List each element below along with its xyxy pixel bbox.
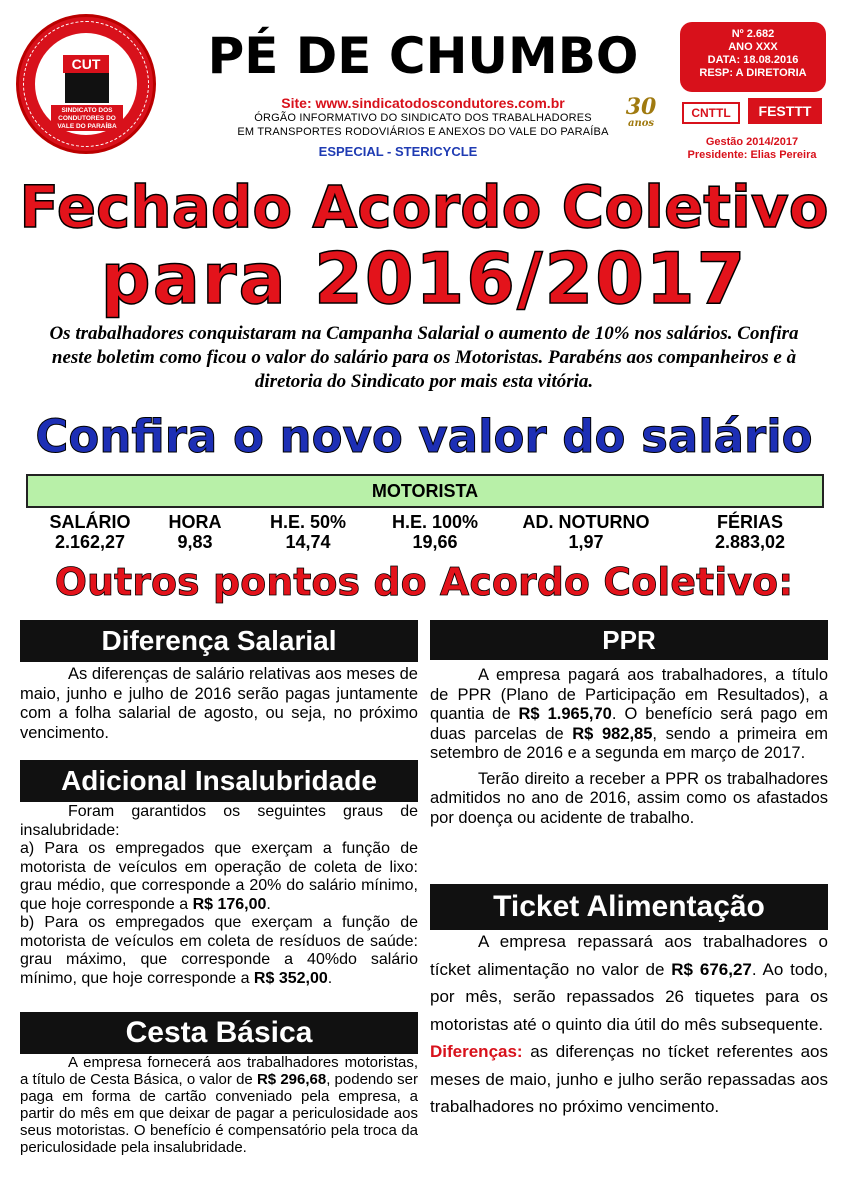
- night-shift-column-label: AD. NOTURNO: [522, 512, 650, 532]
- salary-section-title: Confira o novo valor do salário: [35, 410, 813, 463]
- ppr-text2: . O benefício será pago em duas parcelas de: [430, 705, 829, 743]
- issue-date: DATA: 18.08.2016: [707, 54, 799, 66]
- insalubridade-a-value: R$ 176,00: [192, 895, 267, 913]
- ppr-paragraph1: [430, 666, 828, 764]
- ticket-differences-text: as diferenças no tícket referentes aos meses de maio, junho e julho serão repassadas aos trabalhadores no próximo vencimento.: [430, 1042, 828, 1116]
- management-term: Gestão 2014/2017: [705, 136, 799, 148]
- insalubridade-item-a: a) Para os empregados que exerçam a função de motorista de veículos em operação de coleta de lixo: grau médio, que corresponde a 20% do salário mínimo, que hoje corresponde a R$ 176,00.: [20, 840, 418, 913]
- ticket-paragraph2: [430, 1038, 828, 1121]
- logo-union-name: SINDICATO DOS CONDUTORES DO VALE DO PARAÍBA: [51, 105, 123, 131]
- overtime50-column: [256, 512, 360, 552]
- insalubridade-a-text: a) Para os empregados que exerçam a função de motorista de veículos em operação de coleta de lixo: grau médio, que corresponde a 20% do salário mínimo, que hoje corresponde a: [20, 840, 418, 913]
- issue-number: Nº 2.682: [731, 28, 775, 40]
- salary-table-header: MOTORISTA: [26, 474, 824, 508]
- issue-responsible: RESP: A DIRETORIA: [699, 67, 807, 79]
- ppr-paragraph2: Terão direito a receber a PPR os trabalhadores admitidos no ano de 2016, assim como os afastados por doença ou acidente de trabalho.: [430, 769, 828, 827]
- overtime100-column-value: 19,66: [412, 532, 458, 552]
- insalubridade-b-value: R$ 352,00: [253, 969, 328, 987]
- edition-label: ESPECIAL - STERICYCLE: [318, 144, 478, 159]
- salary-column-value: 2.162,27: [54, 532, 126, 552]
- ppr-text1: A empresa pagará aos trabalhadores, a título de PPR (Plano de Participação em Resultados), a quantia de: [430, 666, 828, 723]
- hour-column-value: 9,83: [177, 532, 213, 552]
- insalubridade-b-text: b) Para os empregados que exerçam a função de motorista de veículos em coleta de resíduos de saúde: grau máximo, que corresponde a 40%do salário mínimo, que hoje corresponde a: [20, 914, 418, 987]
- anniversary-number: 30: [625, 94, 657, 120]
- insalubridade-intro: Foram garantidos os seguintes graus de insalubridade:: [20, 803, 418, 839]
- issue-info-box: [680, 22, 826, 92]
- vacation-column: [690, 512, 810, 552]
- section-header-diferenca: Diferença Salarial: [20, 620, 418, 662]
- org-description-line2: EM TRANSPORTES RODOVIÁRIOS E ANEXOS DO VALE DO PARAÍBA: [237, 126, 609, 138]
- ticket-text1: A empresa repassará aos trabalhadores o tícket alimentação no valor de: [430, 932, 828, 979]
- anniversary-text: anos: [627, 118, 655, 129]
- union-logo: [16, 14, 156, 154]
- diferenca-paragraph: As diferenças de salário relativas aos meses de maio, junho e julho de 2016 serão pagas juntamente com a folha salarial de agosto, ou seja, no próximo vencimento.: [20, 665, 418, 742]
- overtime100-column-label: H.E. 100%: [391, 512, 479, 532]
- logo-inner-circle: [35, 33, 137, 135]
- festtt-logo: FESTTT: [748, 98, 822, 124]
- cut-logo-label: CUT: [63, 55, 109, 73]
- issue-year: ANO XXX: [728, 41, 778, 53]
- vacation-column-label: FÉRIAS: [716, 512, 783, 532]
- section-header-ppr: PPR: [430, 620, 828, 660]
- ppr-text3: , sendo a primeira em setembro de 2016 e a segunda em março de 2017.: [430, 724, 828, 762]
- ticket-value: R$ 676,27: [671, 959, 752, 979]
- ticket-paragraph1: [430, 928, 828, 1038]
- newspaper-title: PÉ DE CHUMBO: [207, 27, 639, 85]
- hour-column-label: HORA: [168, 512, 222, 532]
- overtime50-column-value: 14,74: [285, 532, 331, 552]
- ticket-differences-label: Diferenças:: [430, 1042, 523, 1061]
- cnttl-logo: CNTTL: [682, 102, 740, 124]
- section-header-cesta: Cesta Básica: [20, 1012, 418, 1054]
- hour-column: [150, 512, 240, 552]
- ppr-body: [430, 666, 828, 828]
- overtime50-column-label: H.E. 50%: [269, 512, 347, 532]
- vacation-column-value: 2.883,02: [714, 532, 786, 552]
- insalubridade-body: [20, 803, 418, 988]
- president-name: Presidente: Elias Pereira: [687, 149, 817, 161]
- cesta-paragraph: [20, 1054, 418, 1156]
- section-header-ticket: Ticket Alimentação: [430, 884, 828, 930]
- night-shift-column-value: 1,97: [568, 532, 604, 552]
- cesta-value: R$ 296,68: [256, 1071, 327, 1088]
- cesta-text1: A empresa fornecerá aos trabalhadores motoristas, a título de Cesta Básica, o valor de: [20, 1054, 418, 1088]
- intro-paragraph: Os trabalhadores conquistaram na Campanha Salarial o aumento de 10% nos salários. Confira neste boletim como ficou o valor do salário para os Motoristas. Parabéns aos companheiros e à diretoria do Sindicato por mais esta vitória.: [49, 323, 799, 392]
- logo-emblem-icon: [65, 73, 109, 103]
- cesta-text2: , podendo ser paga em forma de cartão conveniado pela empresa, a partir do mês em que deixar de pagar a periculosidade aos seus motoristas. O benefício é compensatório pela troca da periculosidade pela insalubridade.: [20, 1071, 418, 1156]
- headline-line2: para 2016/2017: [100, 238, 748, 320]
- org-description-line1: ÓRGÃO INFORMATIVO DO SINDICATO DOS TRABALHADORES: [254, 112, 592, 124]
- section-header-insalubridade: Adicional Insalubridade: [20, 760, 418, 802]
- ticket-body: [430, 928, 828, 1121]
- ticket-text2: . Ao todo, por mês, serão repassados 26 tiquetes para os motoristas até o quinto dia útil do mês subsequente.: [430, 959, 828, 1034]
- insalubridade-item-b: b) Para os empregados que exerçam a função de motorista de veículos em coleta de resíduos de saúde: grau máximo, que corresponde a 40%do salário mínimo, que hoje corresponde a R$ 352,00.: [20, 914, 418, 987]
- night-shift-column: [506, 512, 666, 552]
- salary-column-label: SALÁRIO: [49, 512, 131, 532]
- overtime100-column: [376, 512, 494, 552]
- ppr-value1: R$ 1.965,70: [518, 705, 612, 723]
- salary-column: [30, 512, 150, 552]
- other-points-title: Outros pontos do Acordo Coletivo:: [54, 560, 794, 604]
- ppr-value2: R$ 982,85: [572, 724, 653, 743]
- headline-line1: Fechado Acordo Coletivo: [19, 173, 829, 241]
- site-url[interactable]: Site: www.sindicatodoscondutores.com.br: [281, 95, 565, 111]
- anniversary-badge: [624, 96, 658, 129]
